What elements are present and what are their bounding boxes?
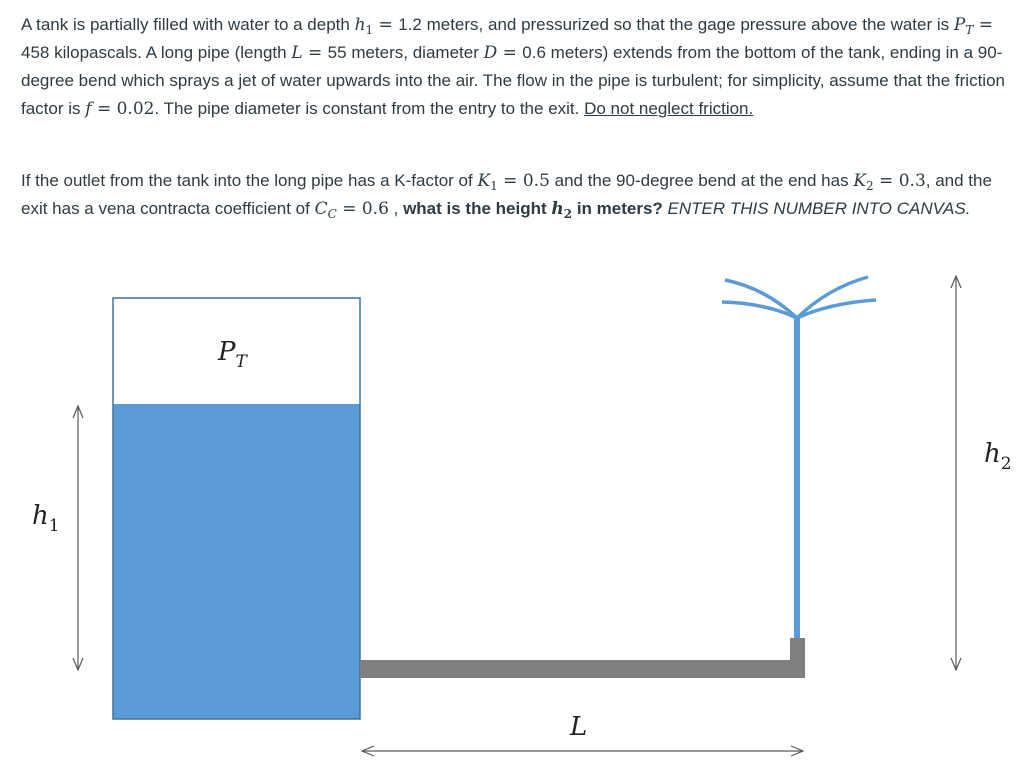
f-symbol: f: [85, 99, 92, 119]
equals-sign: =: [373, 15, 399, 35]
do-not-neglect-friction-link[interactable]: Do not neglect friction.: [584, 99, 754, 118]
k1-symbol: $K_1$: [477, 171, 498, 193]
pt-symbol: $P_T$: [953, 15, 974, 37]
text-segment: ,: [388, 199, 404, 218]
equals-sign: =: [497, 43, 523, 63]
text-segment: meters, diameter: [346, 43, 484, 62]
D-symbol: D: [483, 43, 498, 63]
equals-sign: =: [302, 43, 328, 63]
tank-water: [113, 404, 360, 719]
equals-sign: =: [91, 99, 117, 119]
equals-sign: =: [873, 171, 899, 191]
pipe-bend: [790, 638, 805, 678]
L-symbol: L: [291, 43, 303, 63]
h1-value: 1.2: [398, 15, 422, 34]
L-label: L: [570, 712, 588, 742]
pt-label: $P_T$: [218, 337, 247, 372]
text-segment: A tank is partially filled with water to a depth: [21, 15, 355, 34]
question-bold-text: what is the height: [403, 199, 552, 218]
f-value: 0.02: [116, 99, 155, 119]
h1-label: $h_1$: [32, 501, 60, 536]
k2-symbol: $K_2$: [853, 171, 874, 193]
horizontal-pipe: [360, 660, 805, 678]
equals-sign: =: [973, 15, 993, 35]
text-segment: meters, and pressurized so that the gage pressure above the water is: [421, 15, 954, 34]
text-segment: kilopascals. A long pipe (length: [49, 43, 292, 62]
k1-value: 0.5: [522, 171, 550, 191]
instruction-italic-text: ENTER THIS NUMBER INTO CANVAS.: [662, 199, 971, 218]
tank-air-space: [113, 298, 360, 404]
text-segment: meters) extends from the bottom of the tank, ending in a 90-degree bend which sprays a jet of water upwards into the air. The flow in the pipe is turbulent; for simplicity, assume that the friction factor is: [21, 43, 1005, 118]
cc-value: 0.6: [361, 199, 389, 219]
h2-symbol: $h_2$: [551, 199, 573, 221]
text-segment: and the 90-degree bend at the end has: [549, 171, 854, 190]
L-value: 55: [327, 43, 347, 62]
k2-value: 0.3: [898, 171, 926, 191]
h2-label: $h_2$: [984, 439, 1012, 474]
text-segment: , and the exit has a vena contracta coefficient of: [21, 171, 992, 218]
question-bold-text: in meters?: [572, 199, 663, 218]
text-segment: If the outlet from the tank into the long pipe has a K-factor of: [21, 171, 478, 190]
D-value: 0.6: [522, 43, 546, 62]
h1-symbol: $h_1$: [354, 15, 374, 37]
cc-symbol: $C_C$: [314, 199, 337, 221]
text-segment: . The pipe diameter is constant from the entry to the exit.: [154, 99, 585, 118]
equals-sign: =: [497, 171, 523, 191]
equals-sign: =: [336, 199, 362, 219]
pt-value: 458: [21, 43, 50, 62]
